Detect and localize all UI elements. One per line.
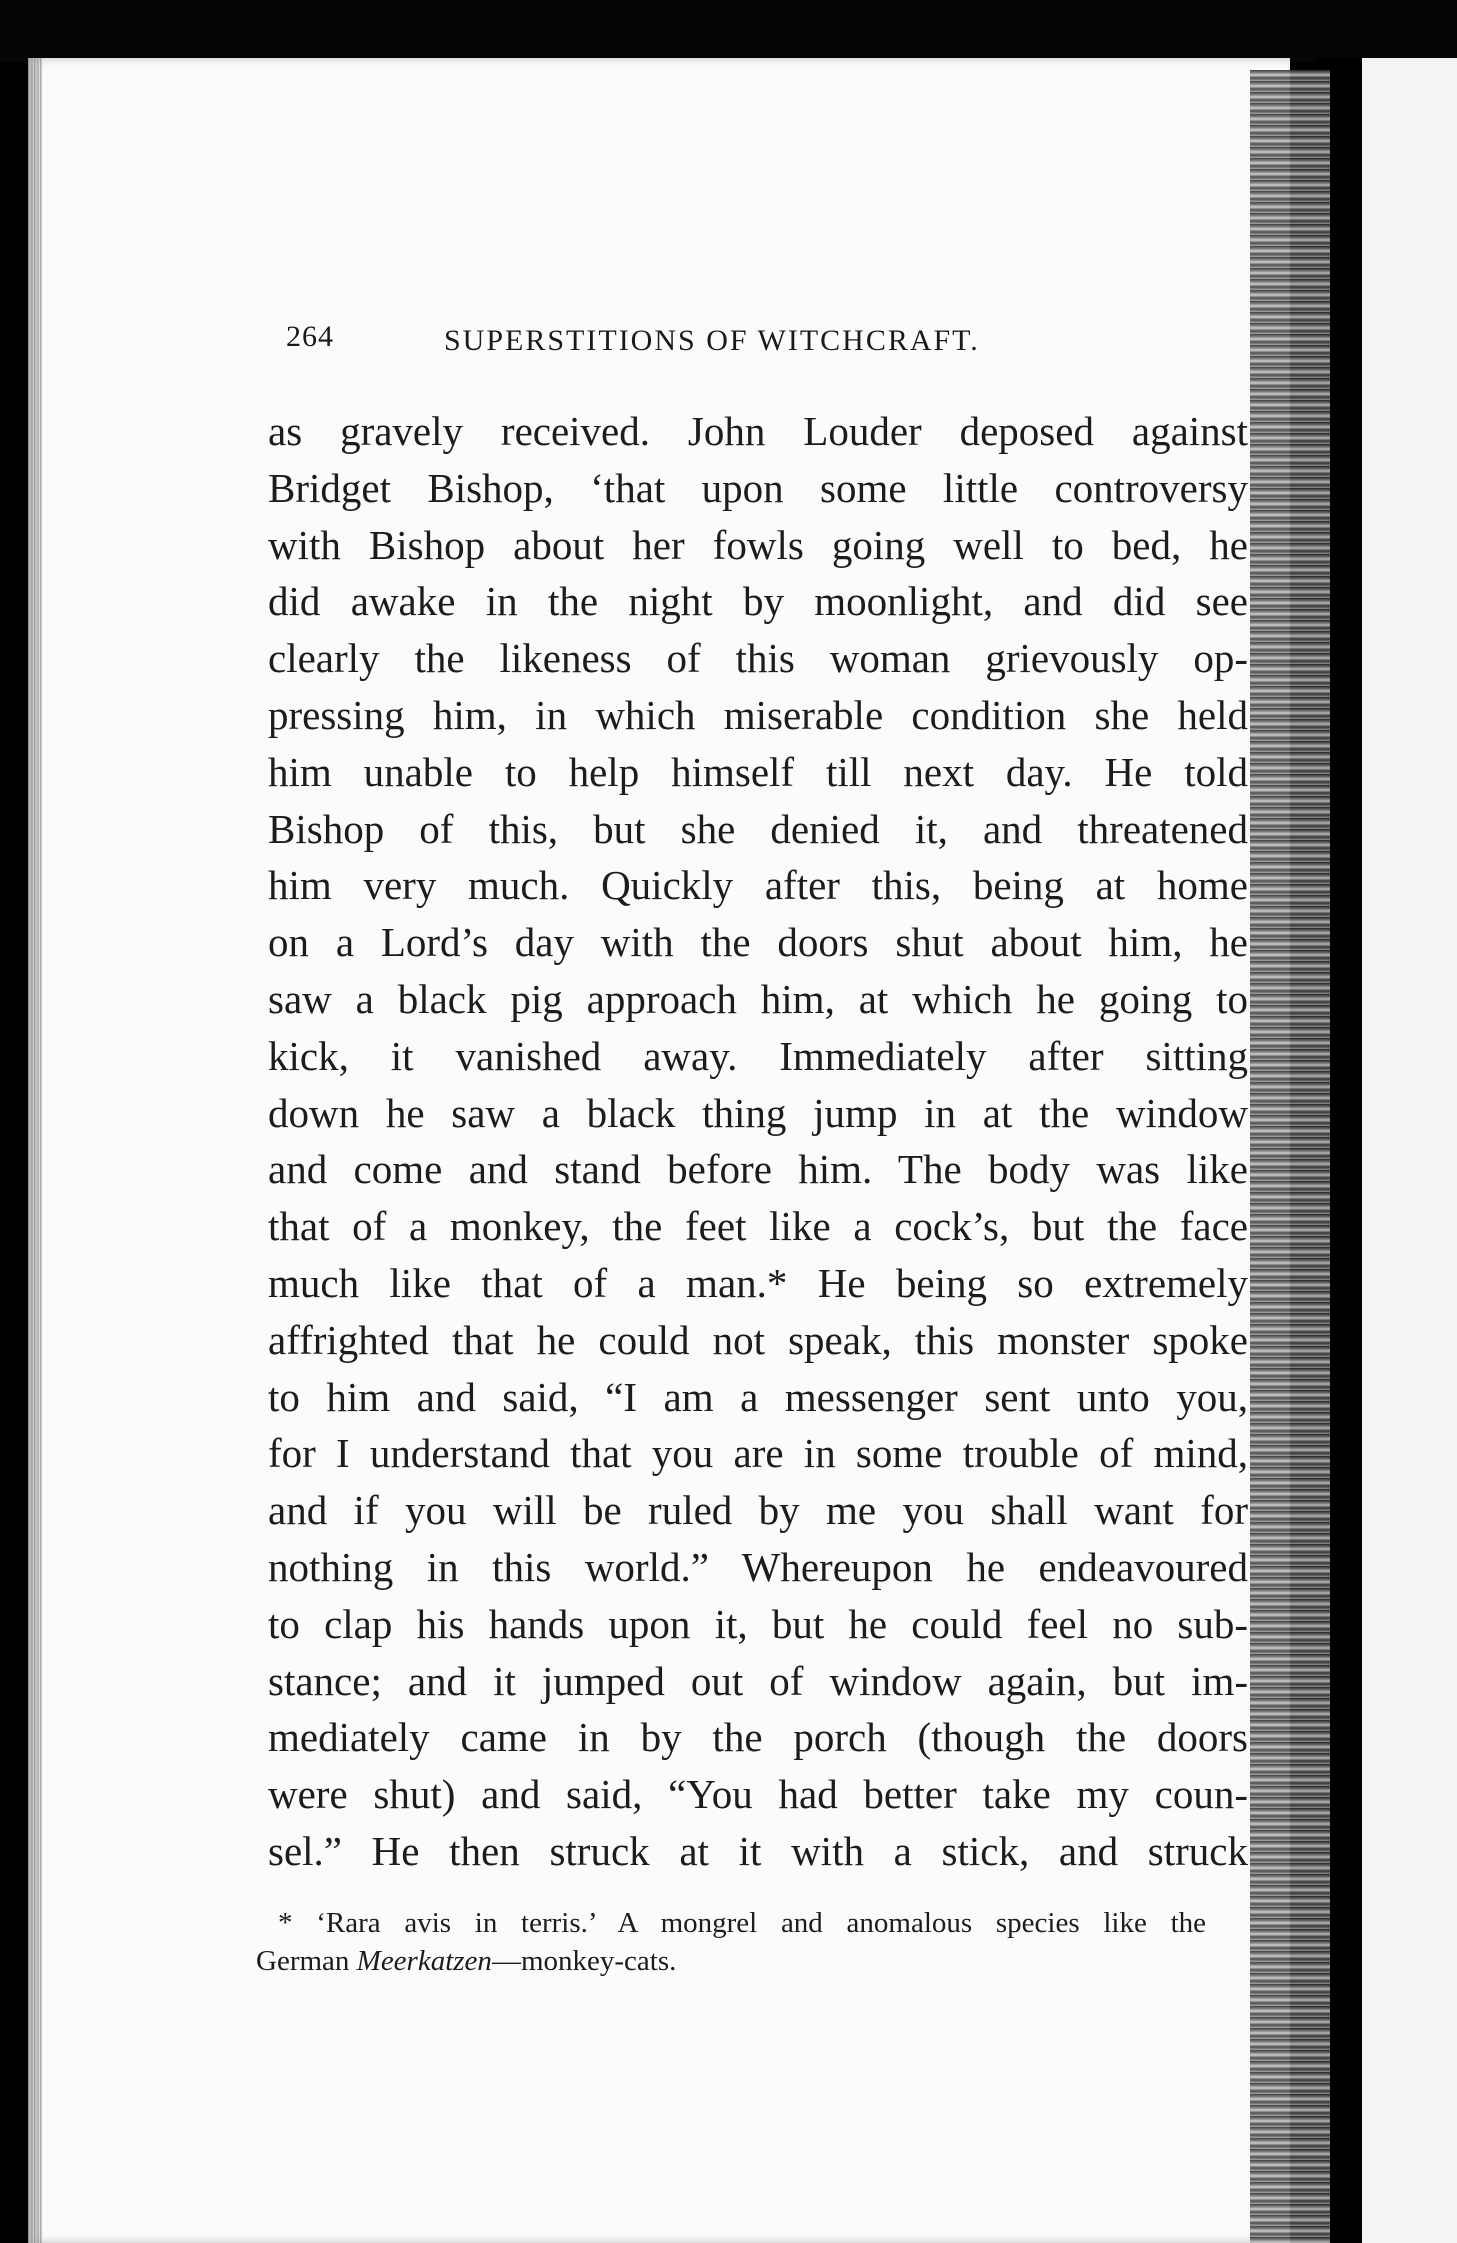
text-line: nothing in this world.” Whereupon he endeavoured	[268, 1543, 1248, 1590]
text-line: as gravely received. John Louder deposed against	[268, 408, 1248, 454]
text-line: clearly the likeness of this woman grievously op-	[268, 635, 1248, 682]
text-line: pressing him, in which miserable condition she held	[268, 691, 1248, 738]
footnote-line: * ‘Rara avis in terris.’ A mongrel and anomalous species like the	[278, 1907, 1206, 1939]
binding-shadow	[28, 58, 42, 2243]
footnote-text: German	[256, 1945, 357, 1977]
text-line: Bridget Bishop, ‘that upon some little controversy	[268, 464, 1248, 511]
text-line: much like that of a man.* He being so extremely	[268, 1259, 1248, 1306]
text-line: mediately came in by the porch (though the doors	[268, 1714, 1248, 1761]
text-line: him unable to help himself till next day. He told	[268, 748, 1248, 795]
text-line: kick, it vanished away. Immediately after sitting	[268, 1032, 1248, 1079]
text-line: with Bishop about her fowls going well to bed, he	[268, 521, 1248, 568]
text-line: to him and said, “I am a messenger sent unto you,	[268, 1373, 1248, 1420]
text-line: Bishop of this, but she denied it, and threatened	[268, 805, 1248, 852]
page-edge-shading	[1250, 70, 1330, 2243]
scan-top-margin	[0, 0, 1457, 62]
text-line: and come and stand before him. The body was like	[268, 1146, 1248, 1193]
text-line: for I understand that you are in some trouble of mind,	[268, 1430, 1248, 1477]
text-line: saw a black pig approach him, at which he going to	[268, 975, 1248, 1022]
text-line: him very much. Quickly after this, being at home	[268, 862, 1248, 909]
book-page	[28, 58, 1290, 2243]
text-line: to clap his hands upon it, but he could feel no sub-	[268, 1600, 1248, 1647]
text-line: sel.” He then struck at it with a stick, and struck	[268, 1827, 1248, 1874]
text-line: were shut) and said, “You had better take my coun-	[268, 1771, 1248, 1818]
page-number: 264	[286, 320, 334, 353]
text-line: stance; and it jumped out of window again, but im-	[268, 1657, 1248, 1704]
footnote-italic-term: Meerkatzen	[356, 1945, 492, 1977]
body-text	[268, 403, 1248, 1880]
text-line: down he saw a black thing jump in at the window	[268, 1089, 1248, 1136]
footnote-line	[256, 1942, 1206, 1980]
text-line: affrighted that he could not speak, this monster spoke	[268, 1316, 1248, 1363]
text-line: that of a monkey, the feet like a cock’s, but the face	[268, 1203, 1248, 1250]
facing-page-edge	[1360, 58, 1457, 2243]
text-line: and if you will be ruled by me you shall want for	[268, 1487, 1248, 1534]
text-line: on a Lord’s day with the doors shut about him, he	[268, 919, 1248, 966]
footnote-text: —monkey-cats.	[491, 1945, 677, 1977]
page-header	[28, 320, 1290, 380]
running-head: SUPERSTITIONS OF WITCHCRAFT.	[444, 324, 980, 357]
text-line: did awake in the night by moonlight, and did see	[268, 578, 1248, 625]
footnote	[256, 1904, 1206, 1980]
